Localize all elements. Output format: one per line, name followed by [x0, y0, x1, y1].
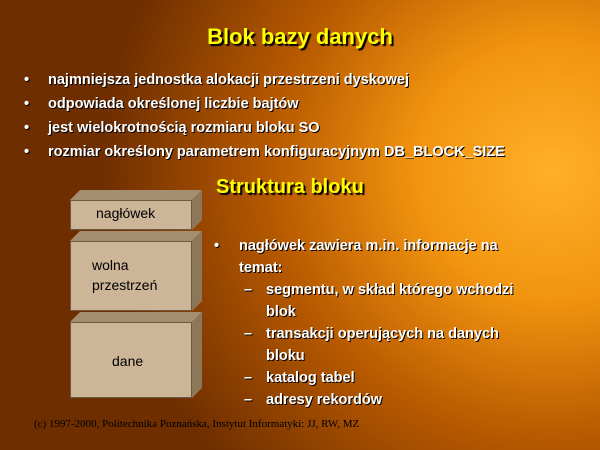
sub-list-text: bloku: [266, 348, 305, 364]
sub-list-text: katalog tabel: [266, 370, 355, 386]
bullet-marker: •: [24, 72, 30, 88]
block-free-space-box: [70, 231, 202, 311]
free-space-label-2: przestrzeń: [92, 277, 158, 293]
bullet-text: odpowiada określonej liczbie bajtów: [48, 96, 299, 112]
sub-list-text: segmentu, w skład którego wchodzi: [266, 282, 514, 298]
list-text: nagłówek zawiera m.in. informacje na: [239, 238, 498, 254]
sub-list-text: transakcji operujących na danych: [266, 326, 499, 342]
free-space-label-1: wolna: [92, 257, 129, 273]
slide-title: Blok bazy danych: [207, 24, 393, 49]
bullet-marker: •: [214, 238, 220, 254]
bullet-item: [24, 68, 505, 92]
dash-marker: –: [244, 282, 253, 298]
sub-list-item: [214, 367, 584, 389]
sub-list-item: [214, 389, 584, 411]
dash-marker: –: [244, 370, 253, 386]
block-data-box: [70, 312, 202, 398]
bullet-marker: •: [24, 144, 30, 160]
bullet-text: rozmiar określony parametrem konfiguracyjnym DB_BLOCK_SIZE: [48, 144, 505, 160]
sub-list-item: [214, 323, 584, 367]
data-label: dane: [112, 353, 144, 369]
bullet-text: najmniejsza jednostka alokacji przestrzeni dyskowej: [48, 72, 410, 88]
list-item: [214, 235, 584, 279]
bullet-marker: •: [24, 96, 30, 112]
sub-list-text: blok: [266, 304, 296, 320]
bullet-marker: •: [24, 120, 30, 136]
bullet-item: [24, 116, 505, 140]
dash-marker: –: [244, 326, 253, 342]
bullet-item: [24, 92, 505, 116]
header-label: nagłówek: [96, 205, 156, 221]
sub-list-text: adresy rekordów: [266, 392, 383, 408]
header-contents-list: [214, 235, 584, 411]
block-header-box: [70, 190, 202, 230]
sub-list-item: [214, 279, 584, 323]
copyright-footer: (c) 1997-2000, Politechnika Poznańska, Instytut Informatyki: JJ, RW, MZ: [34, 418, 360, 430]
bullet-item: [24, 140, 505, 164]
bullet-text: jest wielokrotnością rozmiaru bloku SO: [48, 120, 320, 136]
bullet-list: [24, 68, 505, 164]
list-text: temat:: [239, 260, 283, 276]
section-subtitle: Struktura bloku: [216, 176, 364, 198]
dash-marker: –: [244, 392, 253, 408]
